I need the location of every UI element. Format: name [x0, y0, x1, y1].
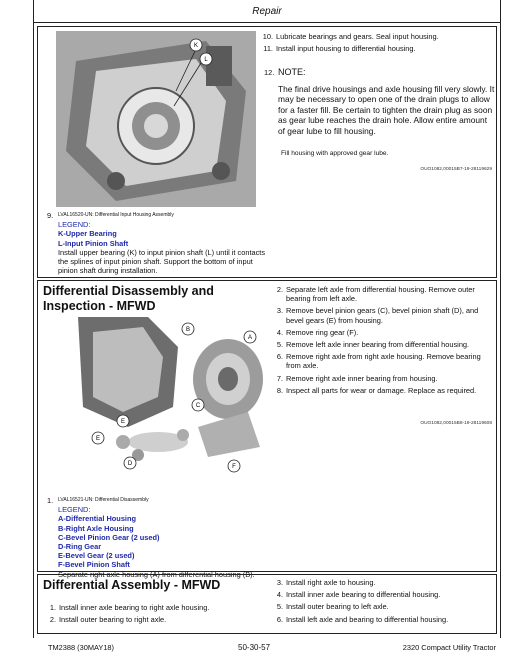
step-number: 4.: [276, 590, 283, 600]
legend-item: K-Upper Bearing: [58, 229, 117, 239]
step-number: 11.: [263, 44, 273, 54]
section1-steps: [260, 32, 495, 56]
input-housing-photo: [56, 31, 256, 207]
step-2: [270, 285, 495, 303]
footer-manual: TM2388 (30MAY18): [48, 643, 114, 652]
note-step-number: 12.: [264, 68, 275, 77]
section3-left-steps: [43, 603, 258, 627]
ref-code: OUO1082,00015B8-19-28119608: [420, 421, 492, 426]
figure-number: 1.: [47, 496, 54, 505]
step-number: 6.: [276, 614, 283, 624]
footer-product: 2320 Compact Utility Tractor: [402, 643, 496, 652]
step-text: Install right axle to housing.: [286, 578, 376, 587]
step-6: [270, 615, 495, 624]
step-7: [270, 374, 495, 383]
section-title: Differential Assembly - MFWD: [43, 578, 221, 592]
step-number: 5.: [276, 602, 283, 612]
step-text: Install left axle and bearing to differential housing.: [286, 614, 449, 624]
step-number: 10.: [262, 32, 273, 41]
callout-b-label: B: [185, 327, 191, 333]
step-1: [43, 603, 258, 612]
legend-item: E-Bevel Gear (2 used): [58, 551, 135, 561]
step-text: Inspect all parts for wear or damage. Replace as required.: [286, 385, 477, 395]
step-text: Install inner axle bearing to differential housing.: [286, 590, 441, 600]
step-text: Install inner axle bearing to right axle housing.: [59, 603, 210, 612]
legend-title: LEGEND:: [58, 505, 91, 515]
step-3: [270, 306, 495, 324]
step-number: 1.: [49, 603, 56, 612]
step-3: [270, 578, 495, 587]
step-text: Remove ring gear (F).: [286, 327, 359, 337]
step-6: [270, 352, 495, 370]
step-number: 4.: [276, 327, 283, 337]
step-text: Install outer bearing to left axle.: [286, 602, 389, 612]
step-text: Install outer bearing to right axle.: [59, 615, 167, 625]
figure-caption: [47, 211, 273, 276]
step-4: [270, 590, 495, 599]
fill-instruction: Fill housing with approved gear lube.: [281, 150, 389, 157]
step-text: Install input housing to differential housing.: [276, 44, 416, 54]
step-number: 7.: [276, 373, 283, 383]
step-4: [270, 328, 495, 337]
callout-c-label: C: [195, 403, 201, 409]
ref-code: OUO1082,00015B7-19-28119629: [420, 167, 492, 172]
section-title: Differential Disassembly and Inspection - MFWD: [43, 284, 214, 313]
section-input-housing: [37, 26, 497, 278]
section3-right-steps: [270, 578, 495, 627]
callout-d-label: D: [127, 461, 133, 467]
legend-item: F-Bevel Pinion Shaft: [58, 560, 130, 570]
step-2: [43, 615, 258, 624]
section-assembly: [37, 574, 497, 634]
step-number: 2.: [276, 285, 283, 294]
callout-l-label: L: [204, 57, 208, 63]
step-number: 3.: [276, 578, 283, 587]
step-number: 8.: [276, 385, 283, 395]
callout-f-label: F: [232, 464, 236, 470]
footer-page-number: 50-30-57: [238, 643, 271, 652]
callout-e-left-label: E: [95, 436, 101, 442]
step-8: [270, 386, 495, 395]
step-number: 5.: [276, 340, 283, 350]
disassembly-illustration: [68, 317, 268, 473]
input-housing-illustration: [56, 31, 256, 207]
step-5: [270, 340, 495, 349]
figure-text: Separate right axle housing (A) from differential housing (B).: [58, 569, 255, 579]
callout-a-label: A: [247, 335, 253, 341]
step-text: Remove right axle inner bearing from housing.: [286, 373, 438, 383]
step-text: Remove bevel pinion gears (C), bevel pinion shaft (D), and bevel gears (E) from housing.: [286, 306, 479, 325]
step-number: 3.: [276, 306, 283, 316]
step-11: [260, 44, 495, 53]
note-label: NOTE:: [278, 67, 306, 77]
note-body: The final drive housings and axle housing fill very slowly. It may be necessary to open one of the drain plugs to allow for a faster fill. Be certain to tighten the drain plug as soon as gear lube reaches the drain hole. Allow entire amount of gear lube to fill housing.: [278, 84, 495, 136]
page-frame: [33, 0, 501, 638]
step-text: Lubricate bearings and gears. Seal input housing.: [276, 32, 439, 41]
section2-steps: [270, 285, 495, 398]
legend-item: D-Ring Gear: [58, 542, 102, 552]
legend-item: L-Input Pinion Shaft: [58, 238, 129, 248]
disassembly-photo: [68, 317, 268, 473]
legend-title: LEGEND:: [58, 220, 91, 230]
step-5: [270, 602, 495, 611]
callout-k-label: K: [193, 43, 199, 49]
legend-item: A-Differential Housing: [58, 514, 137, 524]
figure-id: LVAL16520-UN: Differential Input Housing Assembly: [58, 212, 174, 218]
legend-item: C-Bevel Pinion Gear (2 used): [58, 532, 160, 542]
legend-item: B-Right Axle Housing: [58, 523, 134, 533]
section-disassembly: [37, 280, 497, 579]
figure-id: LVAL16521-UN: Differential Disassembly: [58, 497, 149, 503]
step-text: Separate left axle from differential housing. Remove outer bearing from left axle.: [286, 285, 475, 304]
step-number: 6.: [276, 352, 283, 362]
figure-number: 9.: [47, 211, 54, 220]
running-header: Repair: [252, 6, 282, 17]
header-rule: [34, 22, 500, 23]
step-10: [260, 32, 495, 41]
step-number: 2.: [49, 615, 56, 625]
callout-e-top-label: E: [120, 419, 126, 425]
step-text: Remove right axle from right axle housing. Remove bearing from axle.: [286, 352, 481, 371]
figure-text: Install upper bearing (K) to input pinion shaft (L) until it contacts the splines of input pinion shaft. Support the bottom of input pinion shaft during installation.: [58, 247, 266, 276]
figure-caption: [47, 496, 288, 579]
step-text: Remove left axle inner bearing from differential housing.: [286, 340, 470, 350]
